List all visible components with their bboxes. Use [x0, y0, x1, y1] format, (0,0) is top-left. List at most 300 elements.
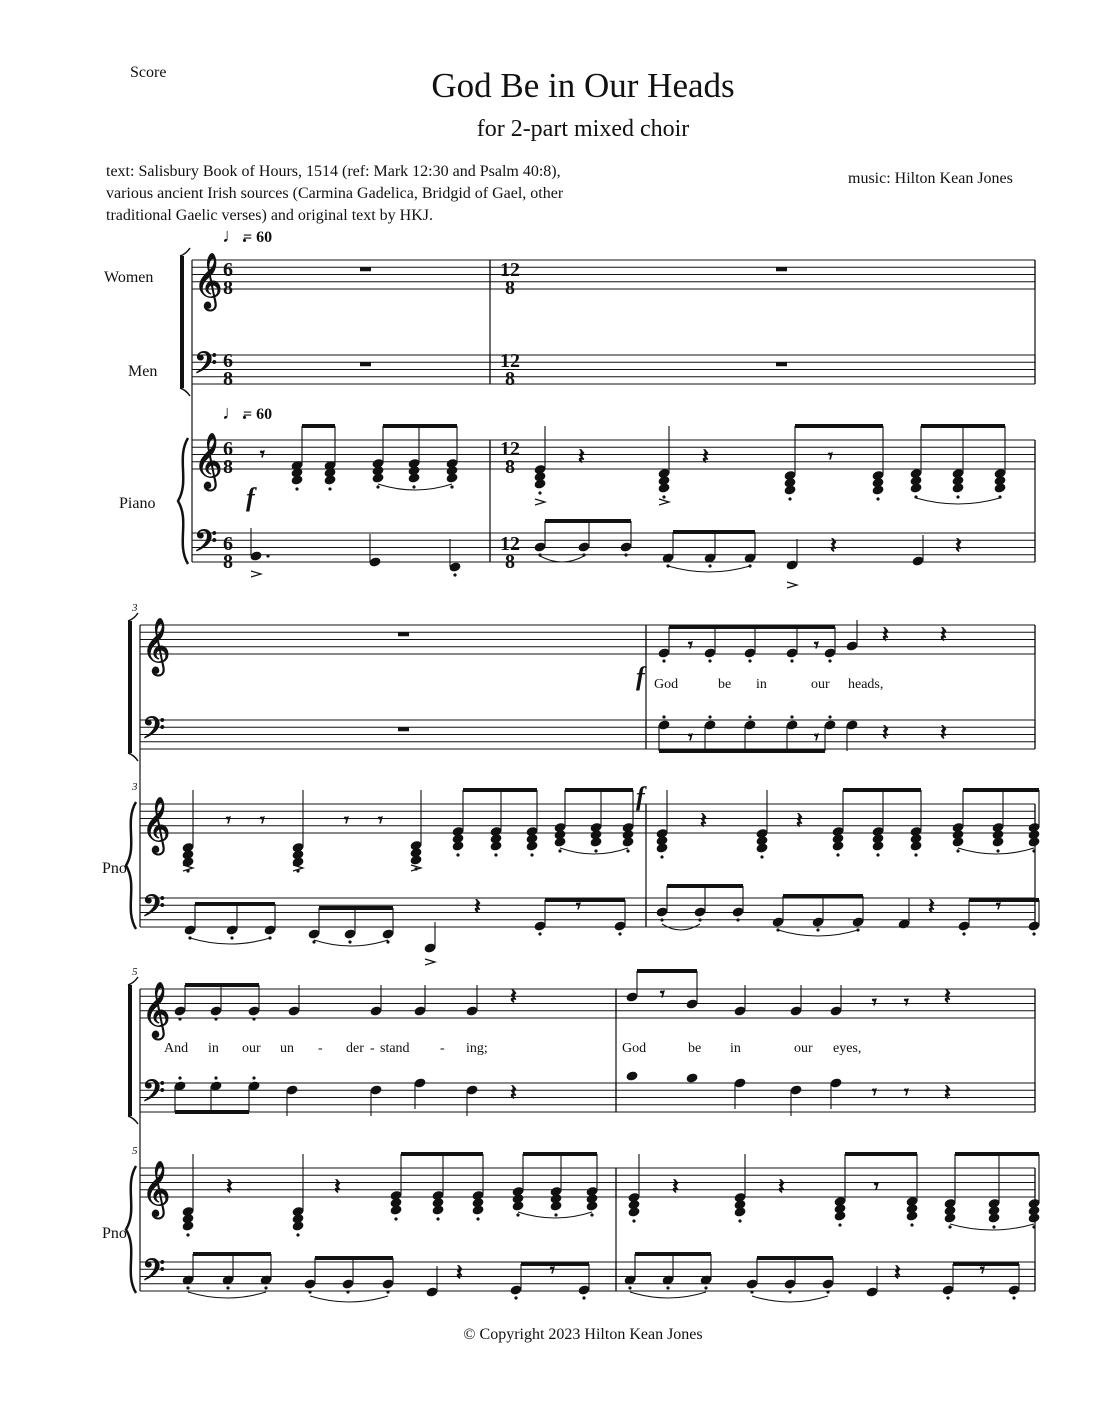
- staccato-dot: [476, 1217, 479, 1220]
- lyric-hyphen: -: [370, 1041, 375, 1056]
- quarter-rest-icon: 𝄽: [955, 534, 962, 559]
- eighth-rest-icon: 𝄾: [814, 727, 819, 748]
- bracket-hook: [128, 613, 138, 621]
- staccato-dot: [514, 1296, 517, 1299]
- notehead: [1028, 1198, 1040, 1208]
- staccato-dot: [660, 918, 663, 921]
- notehead: [628, 1192, 640, 1202]
- lyric-syllable: un: [280, 1041, 294, 1056]
- lyric-hyphen: -: [440, 1041, 445, 1056]
- score-label: Score: [130, 64, 167, 81]
- notehead: [182, 842, 194, 852]
- staccato-dot: [538, 932, 541, 935]
- notehead: [534, 464, 546, 474]
- part-name-men: Men: [128, 363, 158, 380]
- quarter-rest-icon: 𝄽: [940, 623, 947, 648]
- notehead: [958, 921, 970, 931]
- piano-brace: [178, 438, 188, 564]
- measure-number: 3: [132, 781, 138, 793]
- lyric-syllable: And: [164, 1041, 189, 1056]
- slur: [752, 1296, 828, 1302]
- eighth-rest-icon: 𝄾: [660, 984, 665, 1005]
- bass-clef-icon: 𝄢: [194, 524, 218, 566]
- lyric-syllable: stand: [380, 1041, 410, 1056]
- bracket-hook: [128, 977, 138, 985]
- staccato-dot: [376, 485, 379, 488]
- quarter-rest-icon: 𝄽: [226, 1175, 233, 1200]
- staccato-dot: [708, 564, 711, 567]
- notehead: [292, 842, 304, 852]
- notehead: [410, 840, 422, 850]
- staccato-dot: [788, 1290, 791, 1293]
- staccato-dot: [624, 553, 627, 556]
- staccato-dot: [436, 1217, 439, 1220]
- notehead: [490, 826, 502, 836]
- notehead: [372, 458, 384, 468]
- quarter-rest-icon: 𝄽: [510, 985, 517, 1010]
- lyric-syllable: God: [622, 1041, 647, 1056]
- staccato-dot: [760, 855, 763, 858]
- staccato-dot: [296, 1233, 299, 1236]
- accent-mark: [251, 571, 261, 577]
- notehead: [910, 826, 922, 836]
- tempo-note-icon: ♩.: [222, 402, 247, 424]
- staccato-dot: [186, 1233, 189, 1236]
- notehead: [846, 641, 858, 651]
- notehead: [784, 1279, 796, 1289]
- quarter-rest-icon: 𝄽: [830, 534, 837, 559]
- staccato-dot: [1032, 932, 1035, 935]
- staccato-dot: [788, 497, 791, 500]
- notehead: [824, 648, 836, 658]
- quarter-rest-icon: 𝄽: [882, 623, 889, 648]
- staccato-dot: [836, 853, 839, 856]
- notehead: [944, 1198, 956, 1208]
- notehead: [744, 720, 756, 730]
- quarter-rest-icon: 𝄽: [456, 1261, 463, 1286]
- eighth-rest-icon: 𝄾: [904, 1082, 909, 1103]
- notehead: [746, 1279, 758, 1289]
- slur: [630, 1292, 706, 1298]
- notehead: [370, 1085, 382, 1095]
- notehead: [784, 470, 796, 480]
- notehead: [424, 943, 436, 953]
- notehead: [912, 556, 924, 566]
- staccato-dot: [698, 918, 701, 921]
- notehead: [466, 1006, 478, 1016]
- notehead: [174, 1006, 186, 1016]
- notehead: [292, 1206, 304, 1216]
- staccato-dot: [828, 659, 831, 662]
- notehead: [786, 560, 798, 570]
- notehead: [184, 925, 196, 935]
- lyric-syllable: der: [346, 1041, 364, 1056]
- staccato-dot: [666, 1286, 669, 1289]
- staccato-dot: [626, 849, 629, 852]
- staccato-dot: [708, 659, 711, 662]
- eighth-rest-icon: 𝄾: [980, 1260, 985, 1281]
- eighth-rest-icon: 𝄾: [904, 992, 909, 1013]
- staccato-dot: [538, 491, 541, 494]
- notehead: [342, 1279, 354, 1289]
- notehead: [626, 1071, 638, 1081]
- notehead: [446, 458, 458, 468]
- notehead: [512, 1186, 524, 1196]
- staccato-dot: [453, 573, 456, 576]
- notehead: [578, 1285, 590, 1295]
- time-signature-top: 12: [500, 259, 520, 281]
- staccato-dot: [266, 554, 269, 557]
- staccato-dot: [748, 715, 751, 718]
- notehead: [534, 921, 546, 931]
- notehead: [382, 929, 394, 939]
- quarter-rest-icon: 𝄽: [778, 1175, 785, 1200]
- accent-mark: [425, 959, 435, 965]
- text-credit-line: text: Salisbury Book of Hours, 1514 (ref: Mark 12:30 and Psalm 40:8),: [106, 163, 561, 180]
- treble-clef-icon: 𝄞: [194, 433, 223, 489]
- notehead: [732, 907, 744, 917]
- notehead: [390, 1190, 402, 1200]
- staccato-dot: [956, 495, 959, 498]
- staccato-dot: [1012, 1296, 1015, 1299]
- treble-clef-icon: 𝄞: [142, 797, 171, 853]
- notehead: [620, 542, 632, 552]
- staccato-dot: [956, 849, 959, 852]
- eighth-rest-icon: 𝄾: [688, 635, 693, 656]
- notehead: [656, 828, 668, 838]
- notehead: [590, 822, 602, 832]
- notehead: [622, 822, 634, 832]
- treble-clef-icon: 𝄞: [194, 253, 223, 309]
- dynamic-forte: f: [636, 782, 645, 811]
- staccato-dot: [748, 659, 751, 662]
- bracket-hook: [180, 388, 190, 396]
- notehead: [369, 557, 381, 567]
- bass-clef-icon: 𝄢: [142, 889, 166, 931]
- time-signature-top: 6: [223, 259, 233, 281]
- notehead: [704, 648, 716, 658]
- staccato-dot: [252, 1076, 255, 1079]
- eighth-rest-icon: 𝄾: [814, 635, 819, 656]
- time-signature-top: 12: [500, 533, 520, 555]
- notehead: [756, 828, 768, 838]
- lyric-syllable: in: [756, 677, 767, 692]
- notehead: [534, 542, 546, 552]
- staccato-dot: [828, 715, 831, 718]
- notehead: [834, 1196, 846, 1206]
- lyric-syllable: be: [688, 1041, 702, 1056]
- notehead: [210, 1081, 222, 1091]
- notehead: [994, 468, 1006, 478]
- part-name-piano-short: Pno.: [102, 860, 131, 877]
- quarter-rest-icon: 𝄽: [578, 445, 585, 470]
- notehead: [510, 1285, 522, 1295]
- notehead: [686, 1073, 698, 1083]
- notehead: [626, 992, 638, 1002]
- notehead: [686, 999, 698, 1009]
- staccato-dot: [582, 1296, 585, 1299]
- staccato-dot: [516, 1213, 519, 1216]
- rest-icon: [776, 267, 787, 271]
- notehead: [744, 648, 756, 658]
- part-name-piano-short: Pno.: [102, 1225, 131, 1242]
- eighth-rest-icon: 𝄾: [260, 810, 265, 831]
- notehead: [288, 1006, 300, 1016]
- staccato-dot: [826, 1290, 829, 1293]
- staccato-dot: [662, 659, 665, 662]
- bracket-hook: [180, 248, 190, 256]
- time-signature-bottom: 8: [223, 277, 233, 299]
- notehead: [988, 1198, 1000, 1208]
- staccato-dot: [295, 487, 298, 490]
- eighth-rest-icon: 𝄾: [996, 896, 1001, 917]
- notehead: [772, 917, 784, 927]
- lyric-syllable: in: [730, 1041, 741, 1056]
- notehead: [872, 826, 884, 836]
- time-signature-bottom: 8: [223, 368, 233, 390]
- treble-clef-icon: 𝄞: [142, 982, 171, 1038]
- notehead: [866, 1287, 878, 1297]
- quarter-rest-icon: 𝄽: [474, 895, 481, 920]
- slur: [958, 848, 1034, 854]
- time-signature-top: 12: [500, 438, 520, 460]
- staccato-dot: [618, 932, 621, 935]
- time-signature-bottom: 8: [505, 277, 515, 299]
- time-signature-bottom: 8: [505, 368, 515, 390]
- notehead: [898, 919, 910, 929]
- quarter-rest-icon: 𝄽: [700, 809, 707, 834]
- measure-number: 5: [132, 1145, 138, 1157]
- lyric-syllable: our: [242, 1041, 261, 1056]
- eighth-rest-icon: 𝄾: [226, 810, 231, 831]
- bass-clef-icon: 𝄢: [194, 346, 218, 388]
- staccato-dot: [946, 1296, 949, 1299]
- treble-clef-icon: 𝄞: [142, 618, 171, 674]
- notehead: [426, 1287, 438, 1297]
- eighth-rest-icon: 𝄾: [260, 444, 265, 465]
- staccato-dot: [214, 1076, 217, 1079]
- notehead: [658, 720, 670, 730]
- quarter-rest-icon: 𝄽: [944, 1081, 951, 1106]
- staccato-dot: [1032, 849, 1035, 852]
- notehead: [734, 1192, 746, 1202]
- staccato-dot: [662, 715, 665, 718]
- notehead: [952, 468, 964, 478]
- notehead: [658, 468, 670, 478]
- staccato-dot: [790, 715, 793, 718]
- staccato-dot: [226, 1286, 229, 1289]
- staccato-dot: [736, 918, 739, 921]
- tempo-note-icon: ♩.: [222, 225, 247, 247]
- notehead: [822, 1279, 834, 1289]
- staccato-dot: [1032, 1225, 1035, 1228]
- notehead: [408, 458, 420, 468]
- notehead: [264, 925, 276, 935]
- staccato-dot: [708, 715, 711, 718]
- notehead: [846, 720, 858, 730]
- staccato-dot: [876, 853, 879, 856]
- notehead: [174, 1081, 186, 1091]
- notehead: [304, 1279, 316, 1289]
- notehead: [344, 929, 356, 939]
- time-signature-bottom: 8: [505, 551, 515, 573]
- eighth-rest-icon: 𝄾: [872, 1082, 877, 1103]
- staccato-dot: [394, 1217, 397, 1220]
- staccato-dot: [594, 849, 597, 852]
- notehead: [952, 822, 964, 832]
- notehead: [182, 1206, 194, 1216]
- tempo-marking: = 60: [243, 406, 273, 423]
- notehead: [1008, 1285, 1020, 1295]
- notehead: [578, 542, 590, 552]
- accent-mark: [659, 499, 669, 505]
- staccato-dot: [910, 1223, 913, 1226]
- notehead: [614, 921, 626, 931]
- staccato-dot: [816, 928, 819, 931]
- notehead: [432, 1190, 444, 1200]
- eighth-rest-icon: 𝄾: [378, 810, 383, 831]
- lyric-hyphen: -: [318, 1041, 323, 1056]
- notehead: [554, 822, 566, 832]
- staff-lines: [140, 260, 1035, 1291]
- quarter-rest-icon: 𝄽: [882, 721, 889, 746]
- eighth-rest-icon: 𝄾: [872, 992, 877, 1013]
- notehead: [790, 1085, 802, 1095]
- staccato-dot: [530, 853, 533, 856]
- eighth-rest-icon: 𝄾: [576, 896, 581, 917]
- eighth-rest-icon: 𝄾: [874, 1176, 879, 1197]
- notehead: [942, 1285, 954, 1295]
- staccato-dot: [450, 485, 453, 488]
- staccato-dot: [948, 1225, 951, 1228]
- notehead: [586, 1186, 598, 1196]
- notehead: [414, 1078, 426, 1088]
- notehead: [852, 917, 864, 927]
- time-signature-bottom: 8: [223, 551, 233, 573]
- notehead: [812, 917, 824, 927]
- staccato-dot: [996, 849, 999, 852]
- treble-clef-icon: 𝄞: [142, 1161, 171, 1217]
- bass-clef-icon: 𝄢: [142, 1253, 166, 1295]
- slur: [560, 848, 628, 854]
- slur: [540, 556, 584, 562]
- rest-icon: [398, 632, 409, 636]
- staccato-dot: [838, 1223, 841, 1226]
- notehead: [786, 720, 798, 730]
- staccato-dot: [186, 1286, 189, 1289]
- notehead: [210, 1006, 222, 1016]
- measure-number: 3: [132, 602, 138, 614]
- staccato-dot: [662, 495, 665, 498]
- notehead: [694, 907, 706, 917]
- notehead: [414, 1006, 426, 1016]
- text-credit-line: traditional Gaelic verses) and original text by HKJ.: [106, 207, 434, 224]
- time-signature-bottom: 8: [505, 456, 515, 478]
- accent-mark: [183, 865, 193, 871]
- copyright: © Copyright 2023 Hilton Kean Jones: [463, 1326, 703, 1343]
- staccato-dot: [494, 853, 497, 856]
- notehead: [830, 1078, 842, 1088]
- music-credit: music: Hilton Kean Jones: [848, 170, 1013, 187]
- notehead: [872, 470, 884, 480]
- notehead: [382, 1279, 394, 1289]
- staccato-dot: [558, 849, 561, 852]
- notehead: [452, 826, 464, 836]
- notehead: [248, 1006, 260, 1016]
- slur: [310, 1296, 388, 1302]
- notehead: [790, 1006, 802, 1016]
- notehead: [1028, 921, 1040, 931]
- quarter-rest-icon: 𝄽: [510, 1081, 517, 1106]
- lyric-syllable: heads,: [848, 677, 884, 692]
- staccato-dot: [590, 1213, 593, 1216]
- staccato-dot: [876, 497, 879, 500]
- quarter-rest-icon: 𝄽: [940, 721, 947, 746]
- notehead: [449, 562, 461, 572]
- staccato-dot: [178, 1017, 181, 1020]
- time-signature-top: 6: [223, 533, 233, 555]
- staccato-dot: [704, 1286, 707, 1289]
- notehead: [992, 822, 1004, 832]
- time-signature-bottom: 8: [223, 456, 233, 478]
- staccato-dot: [660, 855, 663, 858]
- notation: [142, 253, 1040, 1302]
- quarter-rest-icon: 𝄽: [334, 1175, 341, 1200]
- rest-icon: [776, 362, 787, 366]
- slur: [950, 1224, 1034, 1230]
- accent-mark: [535, 499, 545, 505]
- time-signature-top: 6: [223, 438, 233, 460]
- text-credit-line: various ancient Irish sources (Carmina Gadelica, Bridgid of Gael, other: [106, 185, 564, 202]
- staccato-dot: [914, 853, 917, 856]
- notehead: [308, 929, 320, 939]
- rest-icon: [360, 362, 371, 366]
- notehead: [832, 826, 844, 836]
- slur: [188, 1292, 266, 1298]
- lyric-syllable: be: [718, 677, 732, 692]
- staccato-dot: [962, 932, 965, 935]
- accent-mark: [787, 582, 797, 588]
- notehead: [370, 1006, 382, 1016]
- notehead: [658, 648, 670, 658]
- rest-icon: [360, 267, 371, 271]
- part-name-piano: Piano: [119, 495, 156, 512]
- lyric-syllable: ing;: [466, 1041, 488, 1056]
- notehead: [472, 1190, 484, 1200]
- quarter-rest-icon: 𝄽: [796, 809, 803, 834]
- staccato-dot: [252, 1017, 255, 1020]
- eighth-rest-icon: 𝄾: [344, 810, 349, 831]
- measure-number: 5: [132, 966, 138, 978]
- staccato-dot: [412, 485, 415, 488]
- barlines: [140, 260, 1035, 1291]
- staccato-dot: [230, 936, 233, 939]
- lyric-syllable: our: [794, 1041, 813, 1056]
- page-title: God Be in Our Heads: [431, 66, 735, 105]
- notehead: [906, 1196, 918, 1206]
- notehead: [286, 1085, 298, 1095]
- staccato-dot: [308, 1290, 311, 1293]
- tempo-marking: = 60: [243, 229, 273, 246]
- lyric-syllable: God: [654, 677, 679, 692]
- quarter-rest-icon: 𝄽: [944, 985, 951, 1010]
- staccato-dot: [264, 1286, 267, 1289]
- notehead: [786, 648, 798, 658]
- notehead: [550, 1186, 562, 1196]
- notehead: [248, 1081, 260, 1091]
- notehead: [824, 720, 836, 730]
- staccato-dot: [386, 1290, 389, 1293]
